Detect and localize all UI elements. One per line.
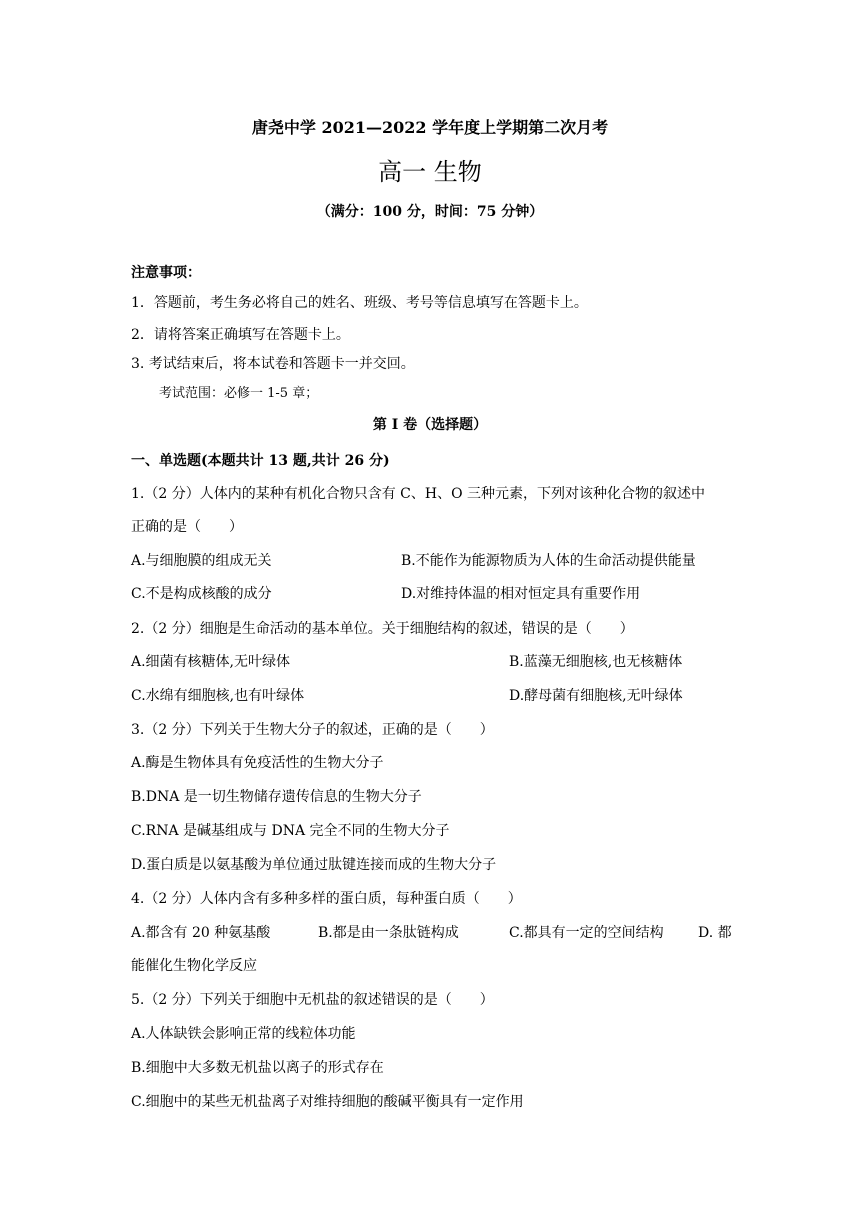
q5-option-c: C.细胞中的某些无机盐离子对维持细胞的酸碱平衡具有一定作用 [131,1094,524,1110]
q3-option-b: B.DNA 是一切生物储存遗传信息的生物大分子 [131,789,422,805]
exam-subject: 高一 生物 [378,158,482,186]
q1-option-c: C.不是构成核酸的成分 [131,586,272,602]
q1-option-d: D.对维持体温的相对恒定具有重要作用 [401,586,641,602]
section-title: 一、单选题(本题共计 13 题,共计 26 分) [131,453,390,469]
q3-stem: 3.（2 分）下列关于生物大分子的叙述，正确的是（ ） [131,722,494,738]
q4-option-d: D. 都 [698,925,732,941]
q5-stem: 5.（2 分）下列关于细胞中无机盐的叙述错误的是（ ） [131,992,494,1008]
exam-scope: 考试范围：必修一 1-5 章； [159,386,319,401]
q2-option-a: A.细菌有核糖体,无叶绿体 [131,654,291,670]
q2-option-c: C.水绵有细胞核,也有叶绿体 [131,688,305,704]
exam-info: （满分：100 分，时间：75 分钟） [316,204,544,220]
q4-option-a: A.都含有 20 种氨基酸 [131,925,271,941]
q3-option-d: D.蛋白质是以氨基酸为单位通过肽键连接而成的生物大分子 [131,857,497,873]
q1-stem: 1.（2 分）人体内的某种有机化合物只含有 C、H、O 三种元素，下列对该种化合物的叙述中 [131,486,706,502]
notice-heading: 注意事项： [131,265,201,281]
notice-item-3: 3. 考试结束后，将本试卷和答题卡一并交回。 [131,356,415,372]
part1-title: 第 I 卷（选择题） [372,417,488,433]
q5-option-a: A.人体缺铁会影响正常的线粒体功能 [131,1026,356,1042]
q3-option-c: C.RNA 是碱基组成与 DNA 完全不同的生物大分子 [131,823,450,839]
q2-stem: 2.（2 分）细胞是生命活动的基本单位。关于细胞结构的叙述，错误的是（ ） [131,621,634,637]
q3-option-a: A.酶是生物体具有免疫活性的生物大分子 [131,755,384,771]
q5-option-b: B.细胞中大多数无机盐以离子的形式存在 [131,1060,384,1076]
q2-option-b: B.蓝藻无细胞核,也无核糖体 [509,654,683,670]
exam-title: 唐尧中学 2021—2022 学年度上学期第二次月考 [251,118,609,137]
q1-option-a: A.与细胞膜的组成无关 [131,553,272,569]
q2-option-d: D.酵母菌有细胞核,无叶绿体 [509,688,683,704]
q4-stem: 4.（2 分）人体内含有多种多样的蛋白质，每种蛋白质（ ） [131,891,522,907]
q4-option-b: B.都是由一条肽链构成 [318,925,459,941]
notice-item-1: 1．答题前，考生务必将自己的姓名、班级、考号等信息填写在答题卡上。 [131,295,588,311]
q1-stem-cont: 正确的是（ ） [131,519,243,535]
q4-option-c: C.都具有一定的空间结构 [509,925,664,941]
q4-option-d-cont: 能催化生物化学反应 [131,958,257,974]
notice-item-2: 2．请将答案正确填写在答题卡上。 [131,327,350,343]
q1-option-b: B.不能作为能源物质为人体的生命活动提供能量 [401,553,696,569]
